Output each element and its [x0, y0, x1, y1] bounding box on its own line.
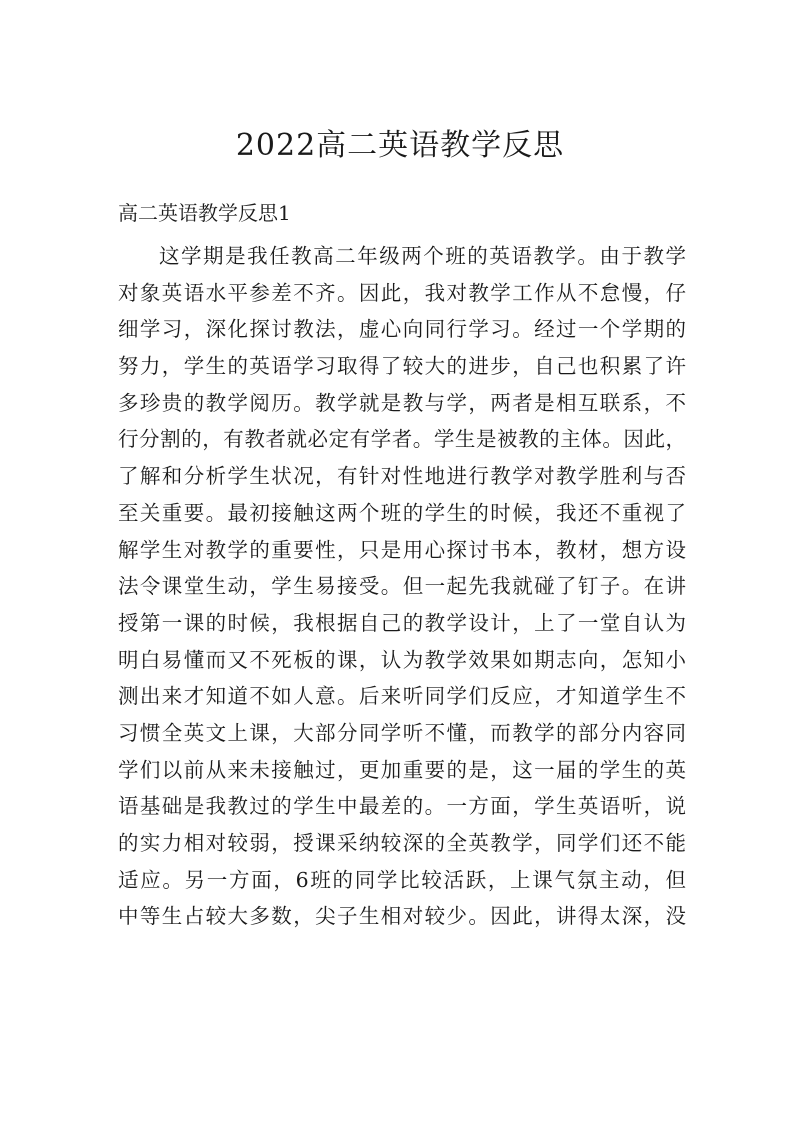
- body-paragraph: [118, 238, 686, 935]
- section-heading: 高二英语教学反思1: [118, 201, 291, 225]
- paragraph-line: 对象英语水平参差不齐。因此，我对教学工作从不怠慢，仔: [118, 280, 686, 305]
- paragraph-line: 多珍贵的教学阅历。教学就是教与学，两者是相互联系，不: [118, 390, 686, 415]
- paragraph-line: 解学生对教学的重要性，只是用心探讨书本，教材，想方设: [118, 537, 686, 562]
- paragraph-line: 习惯全英文上课，大部分同学听不懂，而教学的部分内容同: [118, 720, 686, 745]
- paragraph-line: 至关重要。最初接触这两个班的学生的时候，我还不重视了: [118, 500, 686, 525]
- paragraph-line: 学们以前从来未接触过，更加重要的是，这一届的学生的英: [118, 757, 686, 782]
- document-title: 2022高二英语教学反思: [235, 128, 565, 163]
- paragraph-line: 中等生占较大多数，尖子生相对较少。因此，讲得太深，没: [118, 904, 686, 929]
- paragraph-line: 细学习，深化探讨教法，虚心向同行学习。经过一个学期的: [118, 317, 686, 342]
- paragraph-line: 法令课堂生动，学生易接受。但一起先我就碰了钉子。在讲: [118, 574, 686, 599]
- paragraph-line: 的实力相对较弱，授课采纳较深的全英教学，同学们还不能: [118, 831, 686, 855]
- paragraph-line: 测出来才知道不如人意。后来听同学们反应，才知道学生不: [118, 684, 686, 709]
- paragraph-line: 明白易懂而又不死板的课，认为教学效果如期志向，怎知小: [118, 647, 686, 672]
- paragraph-line: 行分割的，有教者就必定有学者。学生是被教的主体。因此，: [118, 427, 686, 452]
- paragraph-line: 语基础是我教过的学生中最差的。一方面，学生英语听，说: [118, 794, 686, 819]
- paragraph-line: 这学期是我任教高二年级两个班的英语教学。由于教学: [159, 244, 686, 268]
- paragraph-line: 努力，学生的英语学习取得了较大的进步，自己也积累了许: [118, 354, 686, 379]
- paragraph-line: 了解和分析学生状况，有针对性地进行教学对教学胜利与否: [118, 464, 686, 489]
- paragraph-line: 授第一课的时候，我根据自己的教学设计，上了一堂自认为: [118, 610, 686, 635]
- paragraph-line: 适应。另一方面，6班的同学比较活跃，上课气氛主动，但: [118, 867, 686, 892]
